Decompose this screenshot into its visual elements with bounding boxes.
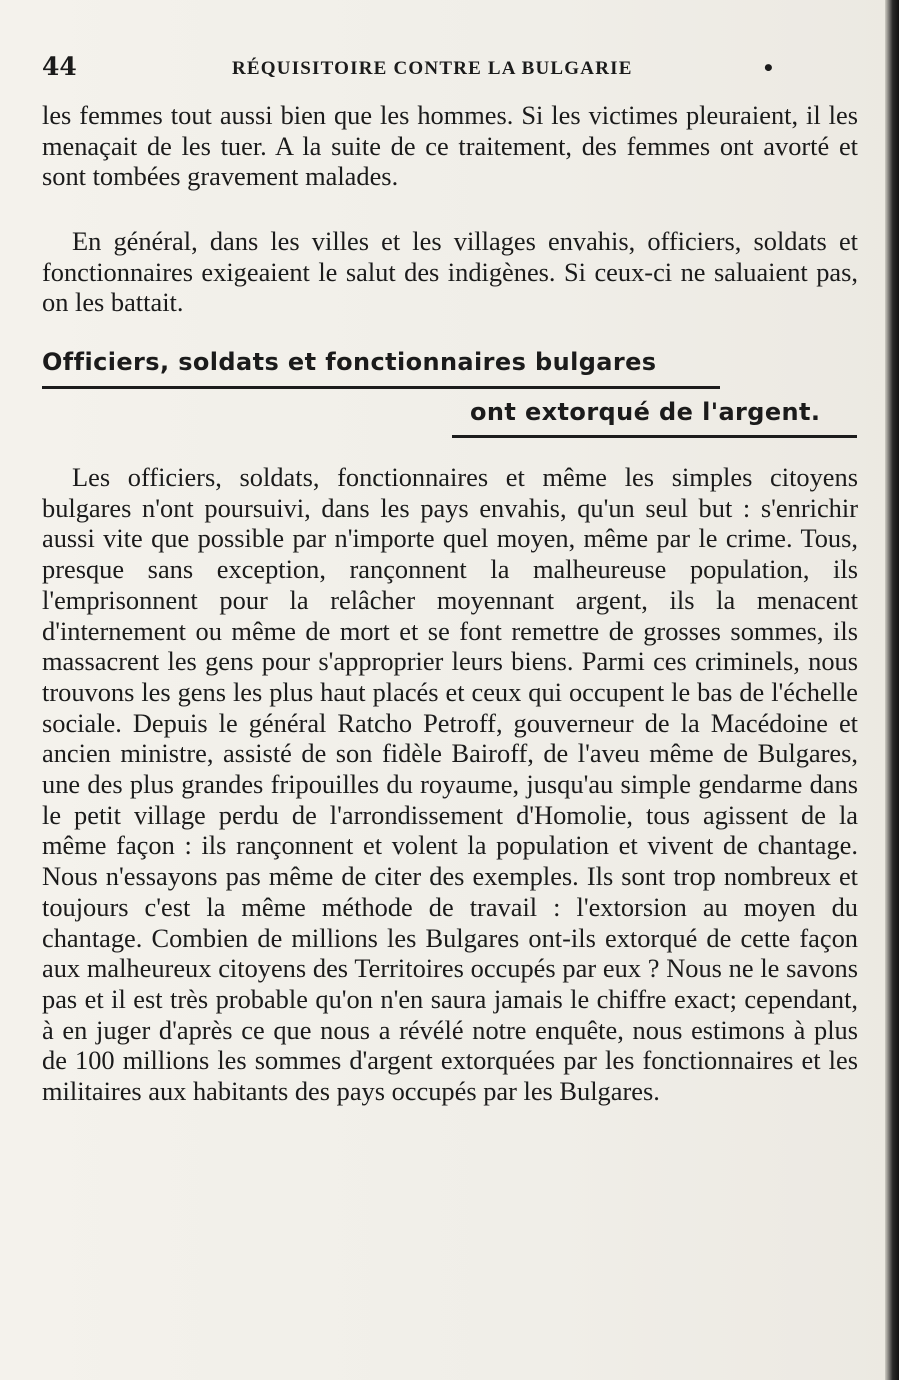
header-ornament: •	[762, 56, 775, 80]
heading-underline-1	[42, 386, 720, 389]
heading-underline-2	[452, 435, 857, 438]
running-title: RÉQUISITOIRE CONTRE LA BULGARIE	[232, 58, 633, 79]
paragraph-continued: les femmes tout aussi bien que les hommes. Si les victimes pleuraient, il les menaçait de les tuer. A la suite de ce traitement, des femmes ont avorté et sont tombées gravement malades.	[42, 100, 858, 192]
page-edge-shadow	[885, 0, 899, 1380]
section-heading-line-2: ont extorqué de l'argent.	[470, 398, 821, 426]
paragraph-main: Les officiers, soldats, fonctionnaires et même les simples citoyens bulgares n'ont poursuivi, dans les pays envahis, qu'un seul but : s'enrichir aussi vite que possible par n'importe quel moyen, même par le crime. Tous, presque sans exception, rançonnent la malheureuse population, ils l'emprisonnent pour la relâcher moyennant argent, ils la menacent d'internement ou même de mort et se font remettre de grosses sommes, ils massacrent les gens pour s'approprier leurs biens. Parmi ces criminels, nous trouvons les gens les plus haut placés et ceux qui occupent le bas de l'échelle sociale. Depuis le général Ratcho Petroff, gouverneur de la Macédoine et ancien ministre, assisté de son fidèle Bairoff, de l'aveu même de Bulgares, une des plus grandes fripouilles du royaume, jusqu'au simple gendarme dans le petit village perdu de l'arrondissement d'Homolie, tous agissent de la même façon : ils rançonnent et volent la population et vivent de chantage. Nous n'essayons pas même de citer des exemples. Ils sont trop nombreux et toujours c'est la même méthode de travail : l'extorsion au moyen du chantage. Combien de millions les Bulgares ont-ils extorqué de cette façon aux malheureux citoyens des Territoires occupés par eux ? Nous ne le savons pas et il est très probable qu'on n'en saura jamais le chiffre exact; cependant, à en juger d'après ce que nous a révélé notre enquête, nous estimons à plus de 100 millions les sommes d'argent extorquées par les fonctionnaires et les militaires aux habitants des pays occupés par les Bulgares.	[42, 462, 858, 1107]
paragraph-general: En général, dans les villes et les villages envahis, officiers, soldats et fonctionnaires exigeaient le salut des indigènes. Si ceux-ci ne saluaient pas, on les battait.	[42, 226, 858, 318]
page-header	[42, 52, 852, 88]
section-heading-line-1: Officiers, soldats et fonctionnaires bulgares	[42, 348, 657, 376]
page-number: 44	[42, 52, 77, 81]
